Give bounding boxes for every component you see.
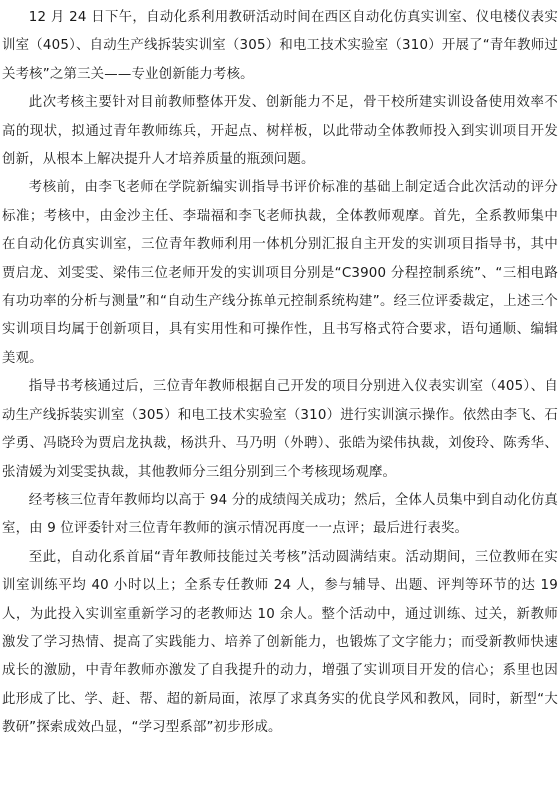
paragraph-practical-demo: 指导书考核通过后，三位青年教师根据自己开发的项目分别进入仪表实训室（405）、自动生产线拆装实训室（305）和电工技术实验室（310）进行实训演示操作。依然由李飞、石学勇、冯晓玲为贾启龙执裁，杨洪升、马乃明（外聘）、张皓为梁伟执裁，刘俊玲、陈秀华、张清媛为刘雯雯执裁，其他教师分三组分别到三个考核现场观摩。 — [2, 379, 558, 480]
paragraph-exam-purpose: 此次考核主要针对目前教师整体开发、创新能力不足，骨干校所建实训设备使用效率不高的现状，拟通过青年教师练兵，开起点、树样板，以此带动全体教师投入到实训项目开发创新，从根本上解决提升人才培养质量的瓶颈问题。 — [2, 95, 558, 168]
paragraph-results: 经考核三位青年教师均以高于 94 分的成绩闯关成功；然后，全体人员集中到自动化仿真室，由 9 位评委针对三位青年教师的演示情况再度一一点评；最后进行表奖。 — [2, 492, 558, 537]
paragraph-conclusion: 至此，自动化系首届“青年教师技能过关考核”活动圆满结束。活动期间，三位教师在实训室训练平均 40 小时以上；全系专任教师 24 人，参与辅导、出题、评判等环节的达 19 人，为此投入实训室重新学习的老教师达 10 余人。整个活动中，通过训练、过关，新教师激发了学习热情、提高了实践能力、培养了创新能力，也锻炼了文字能力；而受新教师快速成长的激励，中青年教师亦激发了自我提升的动力，增强了实训项目开发的信心；系里也因此形成了比、学、赶、帮、超的新局面，浓厚了求真务实的优良学风和教风，同时，新型“大教研”探索成效凸显，“学习型系部”初步形成。 — [2, 549, 558, 736]
paragraph-guidebook-review: 考核前，由李飞老师在学院新编实训指导书评价标准的基础上制定适合此次活动的评分标准；考核中，由金沙主任、李瑞福和李飞老师执裁，全体教师观摩。首先，全系教师集中在自动化仿真实训室，三位青年教师利用一体机分别汇报自主开发的实训项目指导书，其中贾启龙、刘雯雯、梁伟三位老师开发的实训项目分别是“C3900 分程控制系统”、“三相电路有功功率的分析与测量”和“自动生产线分拣单元控制系统构建”。经三位评委裁定，上述三个实训项目均属于创新项目，具有实用性和可操作性，且书写格式符合要求，语句通顺、编辑美观。 — [2, 180, 558, 366]
paragraph-exam-overview: 12 月 24 日下午，自动化系利用教研活动时间在西区自动化仿真实训室、仪电楼仪表实训室（405）、自动生产线拆装实训室（305）和电工技术实验室（310）开展了“青年教师过关考核”之第三关——专业创新能力考核。 — [2, 10, 558, 82]
